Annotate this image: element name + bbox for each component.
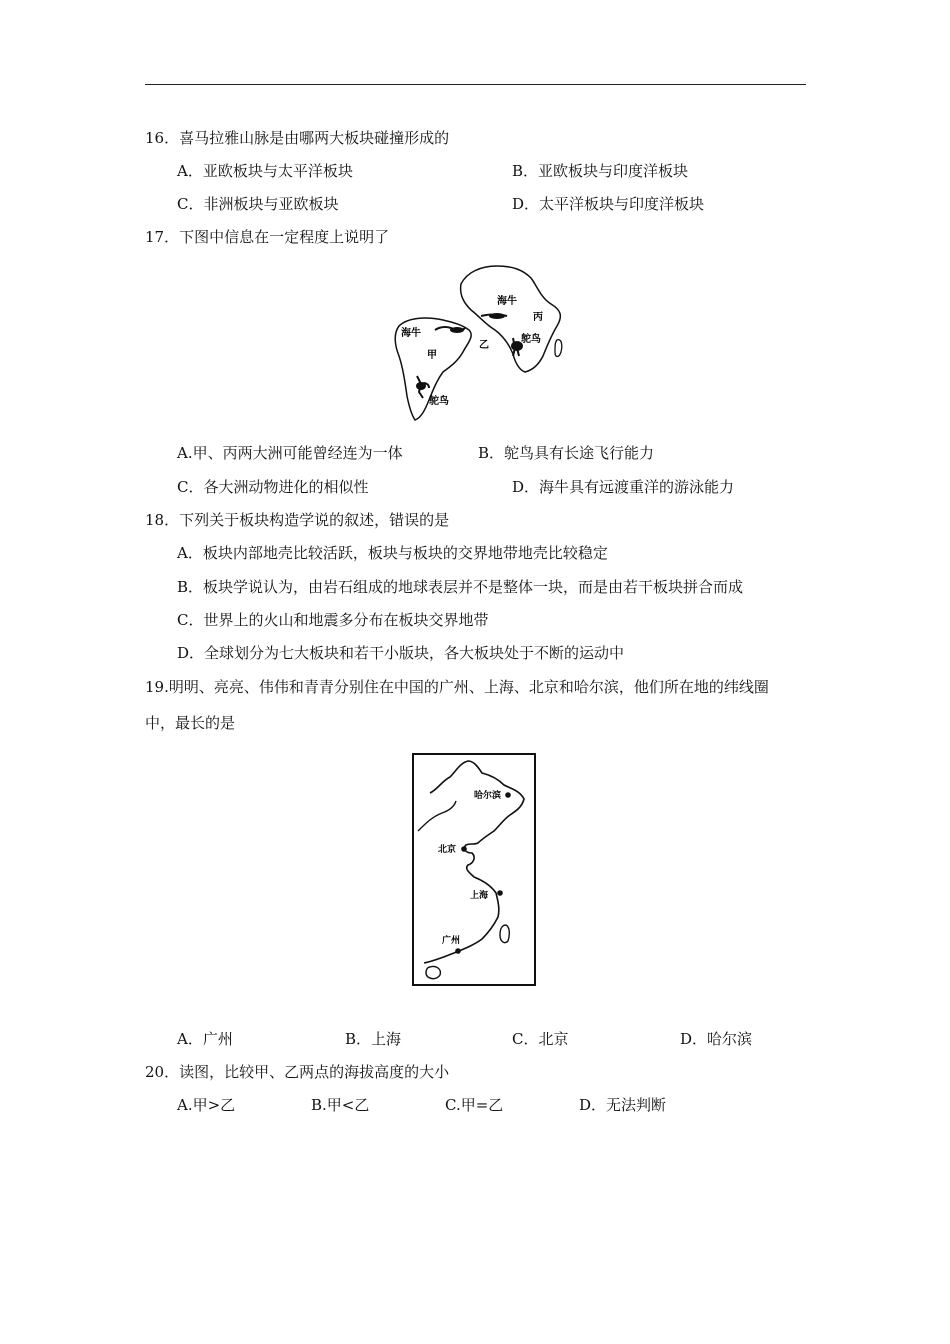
label-beijing: 北京 xyxy=(438,845,457,855)
q19-option-a[interactable]: A．广州 xyxy=(177,1030,233,1048)
china-coast-map xyxy=(412,753,536,987)
q17-option-c[interactable]: C．各大洲动物进化的相似性 xyxy=(177,478,369,496)
label-ostrich-sa: 鸵鸟 xyxy=(429,396,449,407)
q19-option-b[interactable]: B．上海 xyxy=(345,1030,402,1048)
madagascar-outline xyxy=(555,340,562,357)
label-manatee-sa: 海牛 xyxy=(401,328,421,339)
q20-option-a[interactable]: A.甲>乙 xyxy=(177,1096,236,1114)
q20-option-b[interactable]: B.甲<乙 xyxy=(311,1096,370,1114)
q18-option-a[interactable]: A．板块内部地壳比较活跃，板块与板块的交界地带地壳比较稳定 xyxy=(177,544,608,562)
q16-stem: 16．喜马拉雅山脉是由哪两大板块碰撞形成的 xyxy=(145,129,450,147)
q20-option-d[interactable]: D．无法判断 xyxy=(579,1096,667,1114)
q20-option-c[interactable]: C.甲=乙 xyxy=(445,1096,504,1114)
q20-stem: 20．读图，比较甲、乙两点的海拔高度的大小 xyxy=(145,1063,450,1081)
q17-option-b[interactable]: B．鸵鸟具有长途飞行能力 xyxy=(478,444,655,462)
q17-option-a[interactable]: A.甲、丙两大洲可能曾经连为一体 xyxy=(177,444,403,462)
label-yi: 乙 xyxy=(479,340,489,351)
beijing-dot xyxy=(461,846,467,852)
q16-option-c[interactable]: C．非洲板块与亚欧板块 xyxy=(177,195,339,213)
africa-outline xyxy=(461,266,561,372)
q19-option-c[interactable]: C．北京 xyxy=(512,1030,569,1048)
taiwan-outline xyxy=(500,925,509,943)
q18-option-c[interactable]: C．世界上的火山和地震多分布在板块交界地带 xyxy=(177,611,489,629)
header-rule xyxy=(145,84,806,85)
guangzhou-dot xyxy=(455,948,461,954)
shanghai-dot xyxy=(497,890,503,896)
q18-option-d[interactable]: D．全球划分为七大板块和若干小版块，各大板块处于不断的运动中 xyxy=(177,644,625,662)
continents-animal-map xyxy=(385,258,575,428)
q16-option-d[interactable]: D．太平洋板块与印度洋板块 xyxy=(512,195,705,213)
q18-stem: 18．下列关于板块构造学说的叙述，错误的是 xyxy=(145,511,450,529)
q17-stem: 17．下图中信息在一定程度上说明了 xyxy=(145,228,390,246)
label-ostrich-africa: 鸵鸟 xyxy=(521,334,541,345)
q16-option-b[interactable]: B．亚欧板块与印度洋板块 xyxy=(512,162,689,180)
q17-option-d[interactable]: D．海牛具有远渡重洋的游泳能力 xyxy=(512,478,735,496)
q16-option-a[interactable]: A．亚欧板块与太平洋板块 xyxy=(177,162,353,180)
q19-stem-line1: 19.明明、亮亮、伟伟和青青分别住在中国的广州、上海、北京和哈尔滨，他们所在地的纬线圈 xyxy=(145,678,769,696)
manatee-sa-body xyxy=(450,327,464,333)
q19-option-d[interactable]: D．哈尔滨 xyxy=(680,1030,753,1048)
label-manatee-africa: 海牛 xyxy=(497,296,517,307)
label-guangzhou: 广州 xyxy=(442,936,461,946)
map-frame xyxy=(413,754,535,985)
q19-stem-line2: 中，最长的是 xyxy=(145,714,236,732)
label-harbin: 哈尔滨 xyxy=(474,791,502,801)
label-bing: 丙 xyxy=(533,312,543,323)
harbin-dot xyxy=(505,792,511,798)
hainan-outline xyxy=(426,966,440,978)
q18-option-b[interactable]: B．板块学说认为，由岩石组成的地球表层并不是整体一块，而是由若干板块拼合而成 xyxy=(177,578,744,596)
label-shanghai: 上海 xyxy=(470,891,489,901)
label-jia: 甲 xyxy=(427,350,437,361)
